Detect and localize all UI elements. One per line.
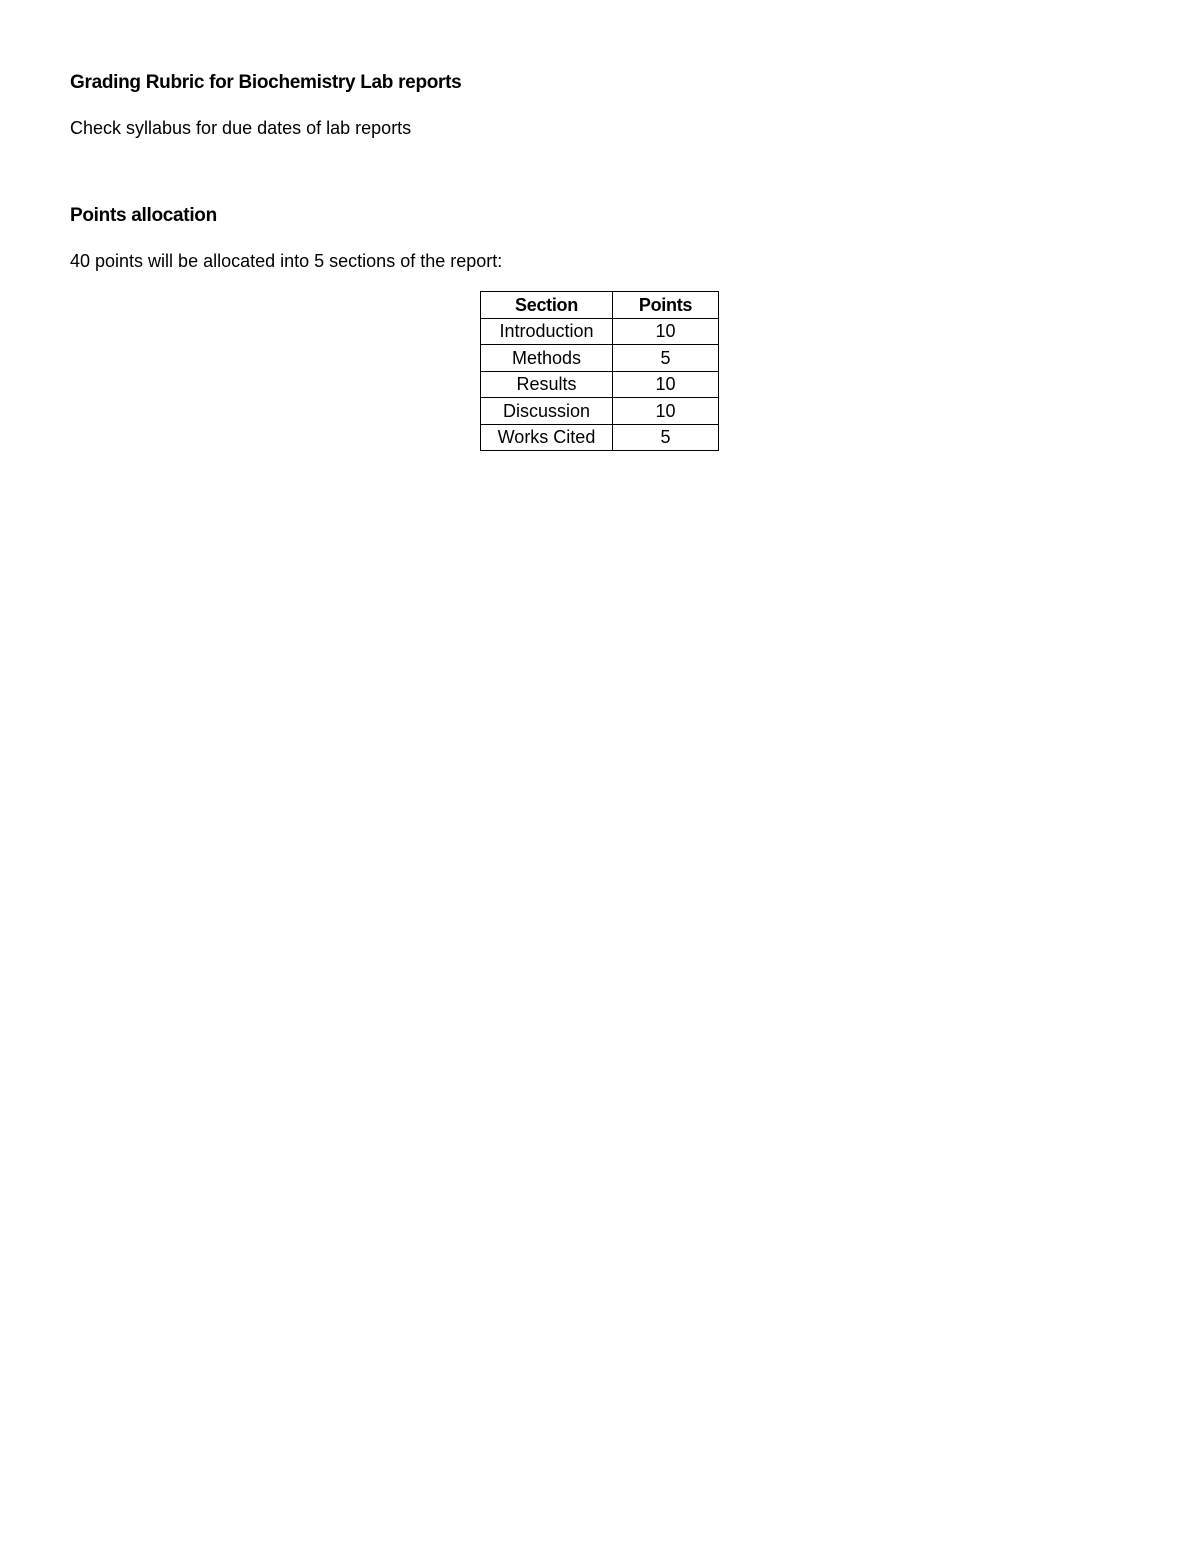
table-row (481, 371, 719, 398)
section-cell: Introduction (481, 318, 613, 345)
table-row (481, 318, 719, 345)
section-cell: Results (481, 371, 613, 398)
table-row (481, 345, 719, 372)
points-cell: 5 (613, 424, 719, 451)
table-header-row (481, 292, 719, 319)
section-cell: Discussion (481, 398, 613, 425)
points-table (480, 291, 719, 451)
points-cell: 10 (613, 371, 719, 398)
due-dates-note: Check syllabus for due dates of lab reports (70, 118, 412, 138)
points-cell: 10 (613, 398, 719, 425)
column-header-points: Points (613, 292, 719, 319)
points-cell: 10 (613, 318, 719, 345)
section-cell: Works Cited (481, 424, 613, 451)
points-cell: 5 (613, 345, 719, 372)
section-cell: Methods (481, 345, 613, 372)
points-allocation-description: 40 points will be allocated into 5 sections of the report: (70, 251, 503, 271)
points-allocation-heading: Points allocation (70, 205, 217, 226)
table-row (481, 398, 719, 425)
document-title: Grading Rubric for Biochemistry Lab reports (70, 72, 462, 93)
table-row (481, 424, 719, 451)
column-header-section: Section (481, 292, 613, 319)
